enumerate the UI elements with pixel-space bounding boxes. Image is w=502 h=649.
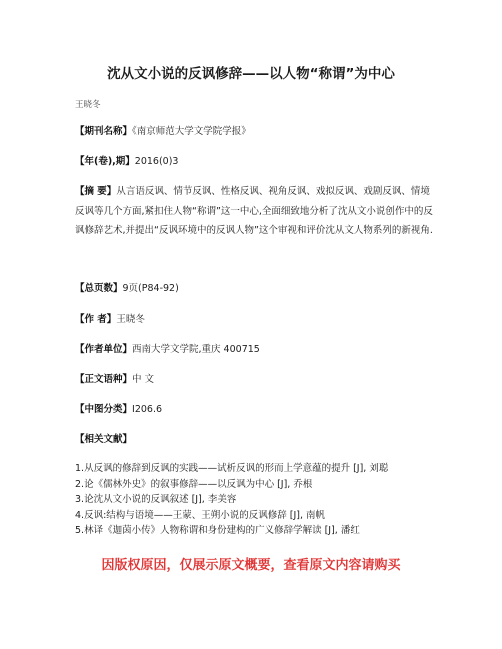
reference-item[interactable]: 3.论沈从文小说的反讽叙述 [J], 李美容 bbox=[75, 494, 237, 505]
year-issue-value: 2016(0)3 bbox=[134, 156, 179, 167]
reference-item[interactable]: 1.从反讽的修辞到反讽的实践——试析反讽的形而上学意蕴的提升 [J], 刘聪 bbox=[75, 463, 389, 474]
pages-field bbox=[75, 282, 179, 295]
pages-value: 9页(P84-92) bbox=[122, 283, 179, 294]
related-label: 【相关文献】 bbox=[75, 434, 133, 445]
journal-value: 《南京师范大学文学院学报》 bbox=[132, 126, 251, 137]
abstract-label: 【摘 要】 bbox=[75, 186, 117, 197]
clc-label: 【中图分类】 bbox=[75, 404, 133, 415]
author-field bbox=[75, 313, 145, 326]
clc-field bbox=[75, 403, 162, 416]
reference-item[interactable]: 2.论《儒林外史》的叙事修辞——以反讽为中心 [J], 乔根 bbox=[75, 478, 313, 490]
abstract-field bbox=[75, 182, 435, 241]
affiliation-label: 【作者单位】 bbox=[75, 344, 133, 355]
author-label: 【作 者】 bbox=[75, 314, 117, 325]
language-field bbox=[75, 373, 154, 386]
references-list bbox=[75, 461, 388, 539]
related-field bbox=[75, 433, 132, 446]
reference-item[interactable]: 5.林译《迦茵小传》人物称谓和身份建构的广义修辞学解读 [J], 潘红 bbox=[75, 525, 360, 536]
copyright-notice: 因版权原因，仅展示原文概要，查看原文内容请购买 bbox=[101, 558, 401, 573]
year-issue-label: 【年(卷),期】 bbox=[75, 156, 135, 167]
language-value: 中 文 bbox=[132, 374, 155, 385]
author-value: 王晓冬 bbox=[116, 314, 145, 325]
journal-field bbox=[75, 125, 251, 138]
pages-label: 【总页数】 bbox=[75, 283, 123, 294]
abstract-text: 从言语反讽、情节反讽、性格反讽、视角反讽、戏拟反讽、戏剧反讽、情境反讽等几个方面,紧扣住人物“称谓”这一中心,全面细致地分析了沈从文小说创作中的反讽修辞艺术,并提出“反讽环境中的反讽人物”这个审视和评价沈从文人物系列的新视角. bbox=[75, 186, 433, 236]
year-issue-field bbox=[75, 155, 178, 168]
reference-item[interactable]: 4.反讽:结构与语境——王蒙、王朔小说的反讽修辞 [J], 南帆 bbox=[75, 509, 326, 521]
journal-label: 【期刊名称】 bbox=[75, 126, 133, 137]
affiliation-value: 西南大学文学院,重庆 400715 bbox=[132, 344, 260, 355]
page-title: 沈从文小说的反讽修辞——以人物“称谓”为中心 bbox=[107, 66, 395, 82]
clc-value: I206.6 bbox=[132, 404, 163, 415]
language-label: 【正文语种】 bbox=[75, 374, 133, 385]
author-name-top: 王晓冬 bbox=[75, 100, 101, 110]
affiliation-field bbox=[75, 343, 260, 356]
